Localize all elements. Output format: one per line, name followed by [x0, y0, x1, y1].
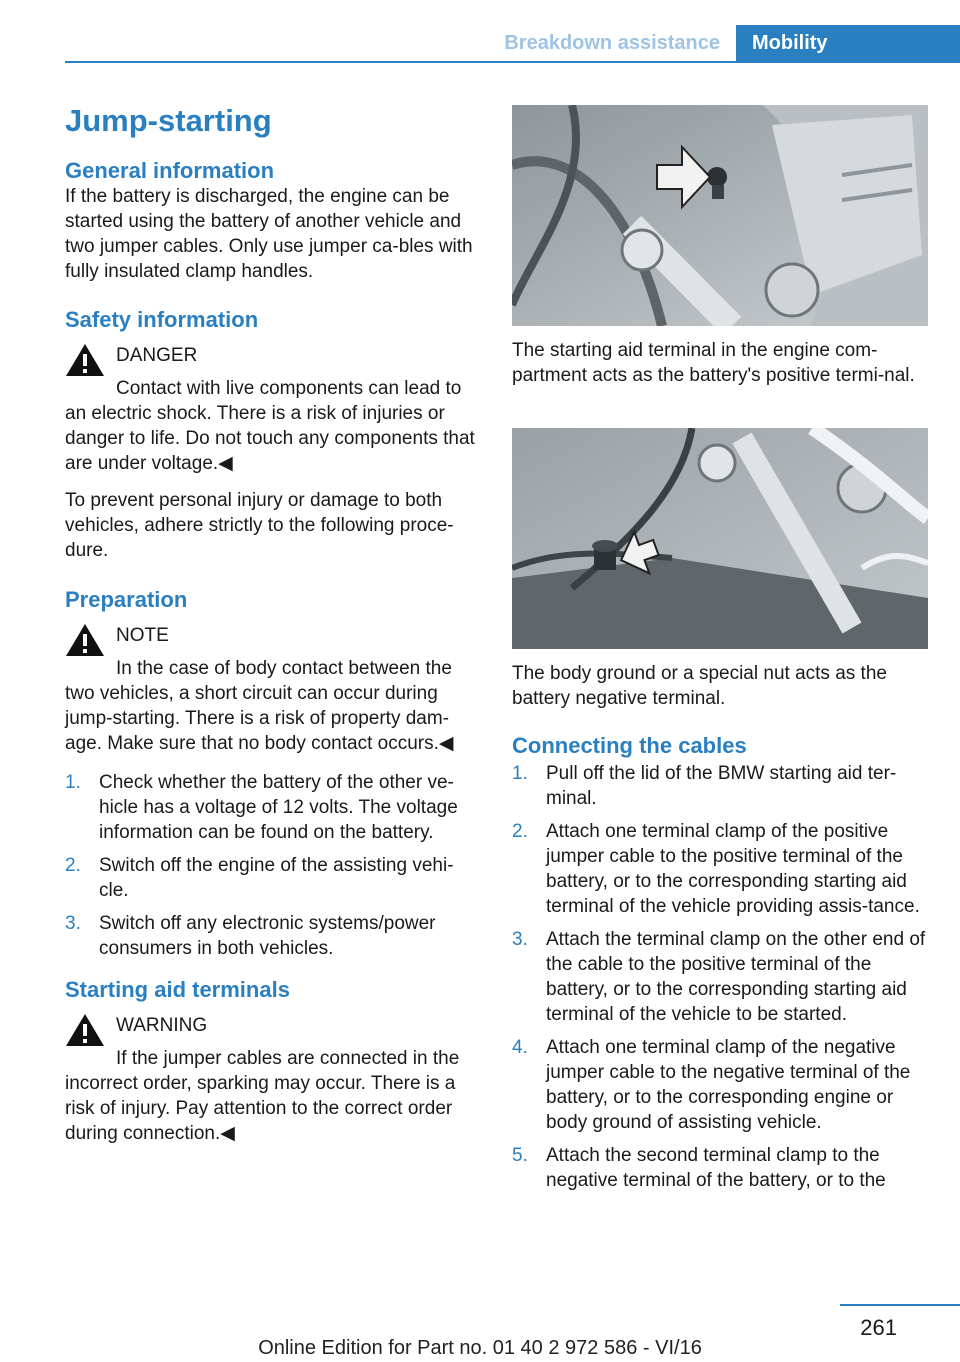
right-column	[512, 105, 928, 1201]
tab-mobility: Mobility	[736, 25, 960, 61]
page-number: 261	[860, 1315, 897, 1340]
general-heading: General information	[65, 158, 275, 183]
warning-triangle-icon	[65, 1013, 105, 1047]
connecting-heading: Connecting the cables	[512, 733, 747, 758]
negative-terminal-caption: The body ground or a special nut acts as the battery negative terminal.	[512, 663, 887, 709]
warning-triangle-icon	[65, 623, 105, 657]
footer-rule	[840, 1304, 960, 1306]
body-ground-terminal-image	[512, 428, 928, 649]
note-text-rest: two vehicles, a short circuit can occur during jump-starting. There is a risk of property dam-age. Make sure that no body contact occurs.◀	[65, 683, 454, 754]
left-column	[65, 100, 481, 1146]
preparation-steps	[65, 770, 481, 961]
note-warning	[65, 623, 481, 756]
list-item: 3. Attach the terminal clamp on the other end of the cable to the positive terminal of the battery, or to the corresponding starting aid terminal of the vehicle to be started.	[512, 929, 926, 1025]
list-item: 2. Switch off the engine of the assisting vehi-cle.	[65, 855, 454, 901]
warning-label: DANGER	[116, 345, 198, 366]
connecting-steps	[512, 761, 928, 1193]
header-rule	[65, 61, 960, 63]
list-item: 1. Pull off the lid of the BMW starting aid ter-minal.	[512, 763, 897, 809]
safety-text: To prevent personal injury or damage to both vehicles, adhere strictly to the following proce-dure.	[65, 490, 454, 561]
warning-text-first: If the jumper cables are connected in the	[116, 1048, 460, 1069]
page-title: Jump-starting	[65, 103, 272, 138]
list-item: 1. Check whether the battery of the other ve-hicle has a voltage of 12 volts. The voltage information can be found on the battery.	[65, 772, 458, 843]
warning-label: WARNING	[116, 1015, 208, 1036]
warning-text-rest: incorrect order, sparking may occur. There is a risk of injury. Pay attention to the correct order during connection.◀	[65, 1073, 456, 1144]
general-text: If the battery is discharged, the engine can be started using the battery of another vehicle and two jumper cables. Only use jumper ca-bles with fully insulated clamp handles.	[65, 186, 473, 282]
preparation-heading: Preparation	[65, 587, 188, 612]
safety-heading: Safety information	[65, 307, 259, 332]
list-item: 4. Attach one terminal clamp of the negative jumper cable to the negative terminal of the battery, or to the corresponding engine or body ground of assisting vehicle.	[512, 1037, 911, 1133]
positive-terminal-caption: The starting aid terminal in the engine com-partment acts as the battery's positive termi-nal.	[512, 340, 915, 386]
engine-positive-terminal-image	[512, 105, 928, 326]
list-item: 2. Attach one terminal clamp of the positive jumper cable to the positive terminal of the battery, or to the corresponding starting aid terminal of the vehicle providing assis-tance.	[512, 821, 920, 917]
warning-triangle-icon	[65, 343, 105, 377]
list-item: 3. Switch off any electronic systems/power consumers in both vehicles.	[65, 913, 436, 959]
danger-warning	[65, 343, 481, 476]
note-label: NOTE	[116, 625, 169, 646]
warning-text-first: Contact with live components can lead to	[116, 378, 462, 399]
edition-footer: Online Edition for Part no. 01 40 2 972 586 - VI/16	[258, 1337, 702, 1359]
warning-text-rest: an electric shock. There is a risk of injuries or danger to life. Do not touch any components that are under voltage.◀	[65, 403, 475, 474]
list-item: 5. Attach the second terminal clamp to the negative terminal of the battery, or to the	[512, 1145, 886, 1191]
breadcrumb-section: Breakdown assistance	[504, 32, 720, 54]
terminals-heading: Starting aid terminals	[65, 977, 290, 1002]
note-text-first: In the case of body contact between the	[116, 658, 452, 679]
terminals-warning	[65, 1013, 481, 1146]
